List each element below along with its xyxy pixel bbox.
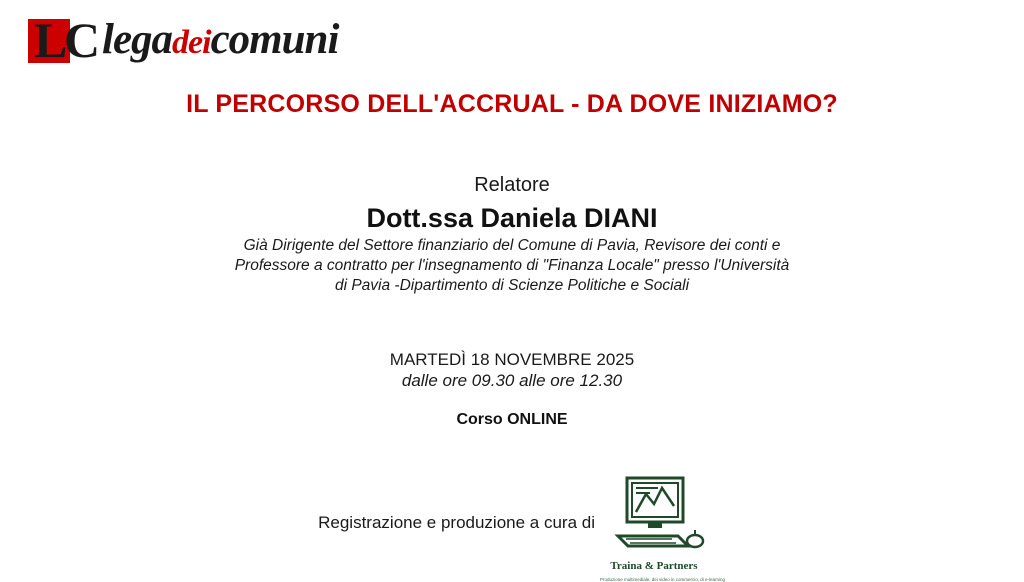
- logo-word-comuni: comuni: [210, 15, 339, 63]
- partner-tagline: Produzione multimediale, dei video in commercio, di e-learning: [600, 577, 726, 582]
- logo-word-lega: lega: [102, 15, 173, 63]
- lega-dei-comuni-logo: [28, 12, 358, 70]
- speaker-bio: [162, 236, 862, 296]
- event-mode: Corso ONLINE: [456, 411, 568, 428]
- speaker-name: Dott.ssa Daniela DIANI: [366, 203, 658, 233]
- speaker-role-label: Relatore: [474, 174, 550, 196]
- partner-name: Traina & Partners: [610, 560, 698, 572]
- logo-letter-c: C: [64, 12, 101, 68]
- speaker-bio-line-3: di Pavia -Dipartimento di Scienze Politiche e Sociali: [334, 277, 690, 294]
- logo-letter-l: L: [34, 12, 66, 68]
- event-date: MARTEDÌ 18 NOVEMBRE 2025: [389, 350, 635, 369]
- logo-word-dei: dei: [172, 23, 211, 61]
- event-time: dalle ore 09.30 alle ore 12.30: [401, 371, 623, 390]
- logo-mark-icon: [28, 13, 106, 69]
- speaker-bio-line-1: Già Dirigente del Settore finanziario del Comune di Pavia, Revisore dei conti e: [243, 237, 781, 254]
- page-title: IL PERCORSO DELL'ACCRUAL - DA DOVE INIZIAMO?: [186, 90, 838, 118]
- computer-monitor-icon: [600, 474, 708, 562]
- traina-partners-logo: [600, 474, 726, 582]
- logo-wordmark: [102, 17, 338, 66]
- production-credit: Registrazione e produzione a cura di: [318, 513, 595, 532]
- speaker-bio-line-2: Professore a contratto per l'insegnamento di "Finanza Locale" presso l'Università: [234, 257, 790, 274]
